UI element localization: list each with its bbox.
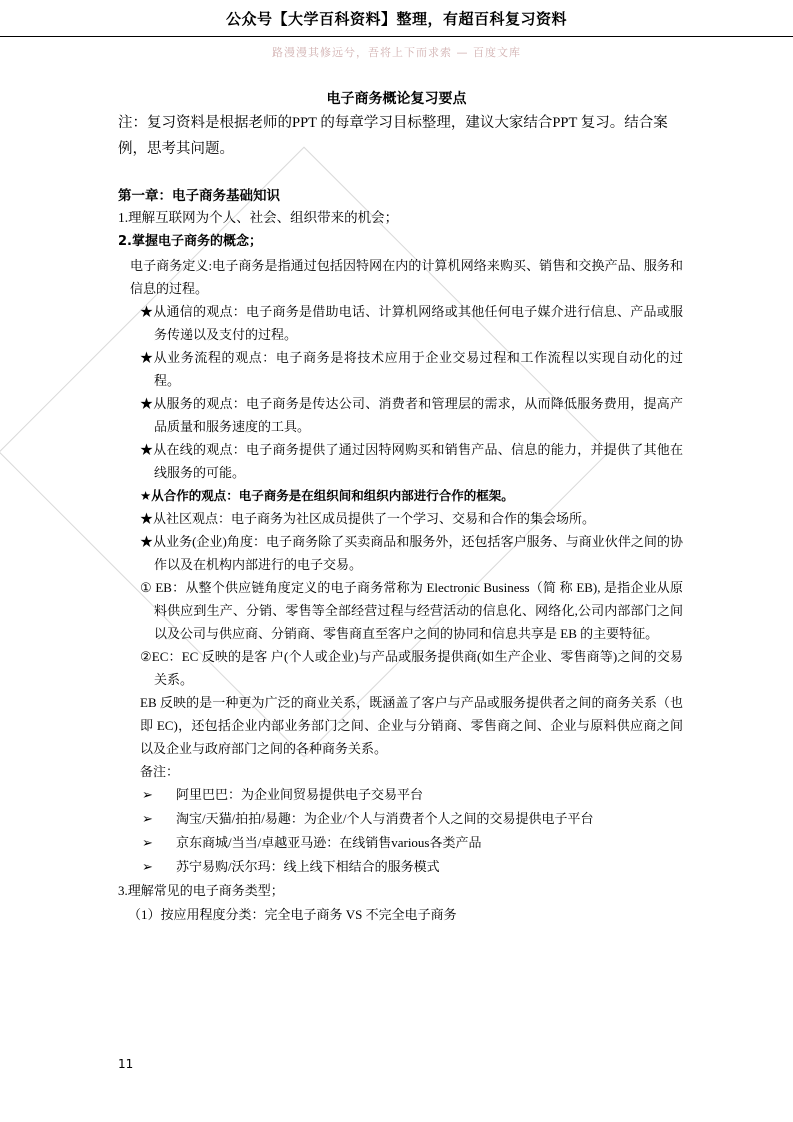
star-item-cooperation: ★从合作的观点：电子商务是在组织间和组织内部进行合作的框架。 [140, 488, 514, 503]
promo-banner [0, 0, 793, 37]
arrow-bullet-icon: ➢ [142, 859, 153, 874]
star-item-enterprise: ★从业务(企业)角度：电子商务除了买卖商品和服务外，还包括客户服务、与商业伙伴之间的协作以及在机构内部进行的电子交易。 [140, 534, 683, 572]
example-suning [142, 855, 683, 879]
chapter-heading: 第一章：电子商务基础知识 [118, 188, 280, 204]
page-title: 电子商务概论复习要点 [326, 91, 467, 107]
example-alibaba-text: 阿里巴巴：为企业间贸易提供电子交易平台 [176, 787, 424, 802]
star-item-communication: ★从通信的观点：电子商务是借助电话、计算机网络或其他任何电子媒介进行信息、产品或服务传递以及支付的过程。 [140, 304, 683, 342]
arrow-bullet-icon: ➢ [142, 811, 153, 826]
example-jd-text: 京东商城/当当/卓越亚马逊：在线销售various各类产品 [176, 835, 482, 850]
example-alibaba [142, 783, 683, 807]
promo-banner-text: 公众号【大学百科资料】整理，有超百科复习资料 [225, 9, 567, 28]
note-paragraph: 注：复习资料是根据老师的PPT 的每章学习目标整理，建议大家结合PPT 复习。结合案例，思考其问题。 [118, 115, 668, 157]
ecommerce-definition: 电子商务定义:电子商务是指通过包括因特网在内的计算机网络来购买、销售和交换产品、服务和信息的过程。 [130, 258, 683, 296]
example-suning-text: 苏宁易购/沃尔玛：线上线下相结合的服务模式 [176, 859, 440, 874]
numbered-item-eb: ① EB：从整个供应链角度定义的电子商务常称为 Electronic Business（简 称 EB), 是指企业从原料供应到生产、分销、零售等全部经营过程与经营活动的信息化、网络化,公司内部部门之间以及公司与供应商、分销商、零售商直至客户之间的协同和信息共享是 EB 的主要特征。 [140, 580, 683, 641]
eb-explanation: EB 反映的是一种更为广泛的商业关系，既涵盖了客户与产品或服务提供者之间的商务关系（也即 EC)，还包括企业内部业务部门之间、企业与分销商、零售商之间、企业与原料供应商之间以及企业与政府部门之间的各种商务关系。 [140, 695, 683, 756]
example-taobao-text: 淘宝/天猫/拍拍/易趣：为企业/个人与消费者个人之间的交易提供电子平台 [176, 811, 594, 826]
example-jd [142, 831, 683, 855]
arrow-bullet-icon: ➢ [142, 787, 153, 802]
document-body [118, 110, 683, 927]
page-number: 11 [118, 1057, 134, 1071]
objective-item-2: 2.掌握电子商务的概念； [118, 234, 262, 249]
numbered-item-ec: ②EC：EC 反映的是客 户(个人或企业)与产品或服务提供商(如生产企业、零售商等)之间的交易关系。 [140, 649, 683, 687]
watermark-subtitle: 路漫漫其修远兮，吾将上下而求索 — 百度文库 [272, 46, 521, 59]
objective-item-1: 1.理解互联网为个人、社会、组织带来的机会； [118, 210, 399, 225]
star-item-community: ★从社区观点：电子商务为社区成员提供了一个学习、交易和合作的集会场所。 [140, 511, 596, 526]
objective-item-3: 3.理解常见的电子商务类型； [118, 883, 284, 898]
objective-item-3-sub: （1）按应用程度分类：完全电子商务 VS 不完全电子商务 [128, 907, 457, 922]
arrow-bullet-icon: ➢ [142, 835, 153, 850]
star-item-service: ★从服务的观点：电子商务是传达公司、消费者和管理层的需求，从而降低服务费用，提高产品质量和服务速度的工具。 [140, 396, 683, 434]
remark-label: 备注： [140, 764, 180, 779]
example-taobao [142, 807, 683, 831]
star-item-online: ★从在线的观点：电子商务提供了通过因特网购买和销售产品、信息的能力，并提供了其他在线服务的可能。 [140, 442, 683, 480]
star-item-business-process: ★从业务流程的观点：电子商务是将技术应用于企业交易过程和工作流程以实现自动化的过程。 [140, 350, 683, 388]
